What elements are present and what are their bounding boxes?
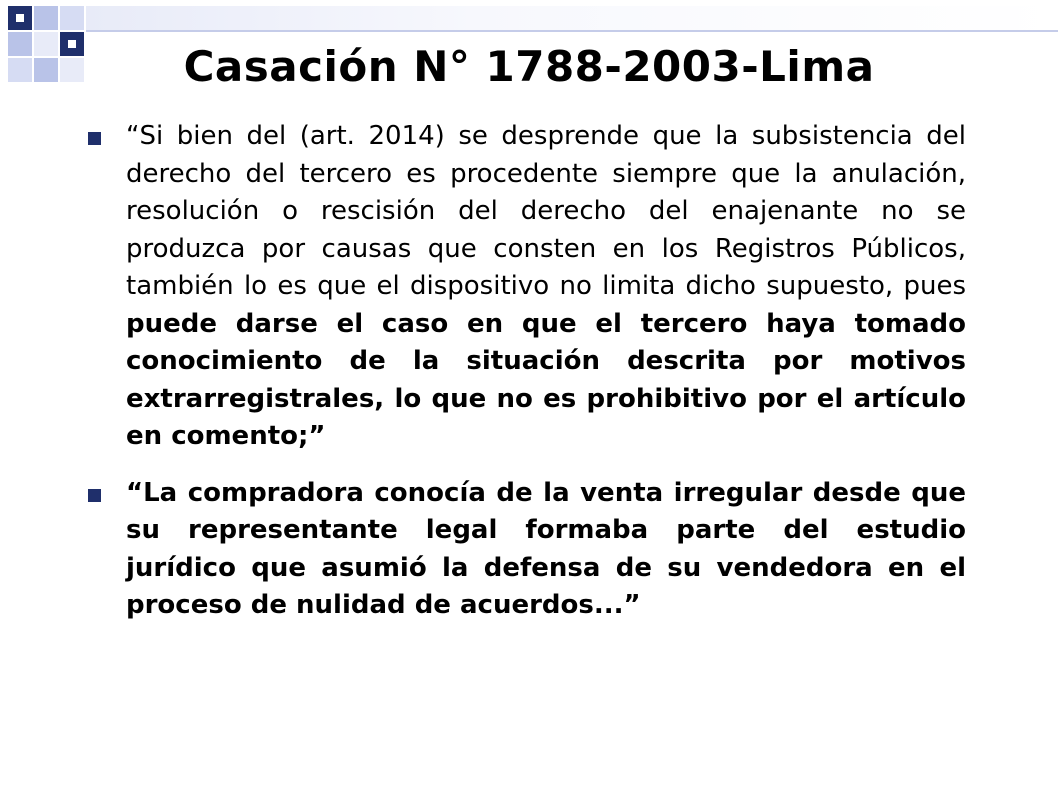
bullet-bold-text: “La compradora conocía de la venta irregular desde que su representante legal formaba parte del estudio jurídico que asumió la defensa de su vendedora en el proceso de nulidad de acuerdos...” [126,477,966,620]
square-bullet-icon [88,489,101,502]
bullet-item-quote-2 [86,475,966,625]
square-bullet-icon [88,132,101,145]
bullet-text [126,118,966,456]
header-band [86,6,1058,30]
decor-square [16,14,24,22]
decor-square [60,6,84,30]
bullet-item-quote-1 [86,118,966,456]
decor-square [34,6,58,30]
bullet-bold-text: puede darse el caso en que el tercero haya tomado conocimiento de la situación descrita por motivos extrarregistrales, lo que no es prohibitivo por el artículo en comento;” [126,308,966,451]
slide-title: Casación N° 1788-2003-Lima [183,42,875,91]
bullet-text [126,475,966,625]
bullet-normal-text: “Si bien del (art. 2014) se desprende que la subsistencia del derecho del tercero es procedente siempre que la anulación, resolución o rescisión del derecho del enajenante no se produzca por causas que consten en los Registros Públicos, también lo es que el dispositivo no limita dicho supuesto, pues [126,121,966,301]
header-rule [86,30,1058,32]
bullet-list [86,118,966,644]
